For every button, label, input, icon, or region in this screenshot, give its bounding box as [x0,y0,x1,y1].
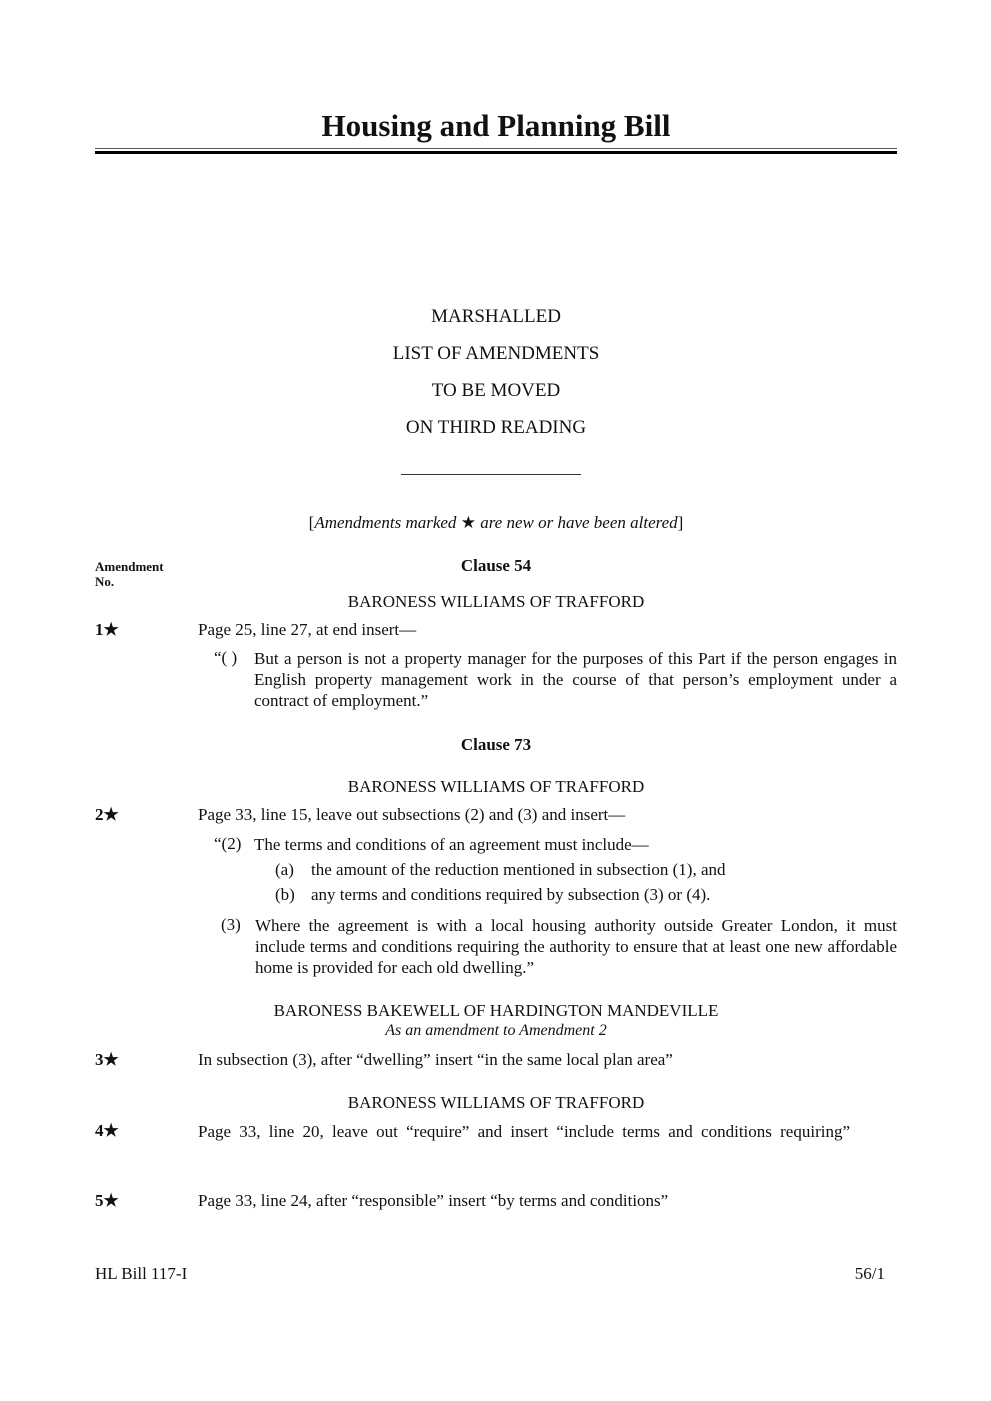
mover-note: As an amendment to Amendment 2 [385,1022,607,1039]
subsection-text: Where the agreement is with a local housing authority outside Greater London, it must include terms and conditions requiring the authority to ensure that at least one new affordable home is provided for each old dwelling.” [255,916,897,977]
subsection-text: But a person is not a property manager for the purposes of this Part if the person engages in English property management work in the course of that person’s employment under a contract of employment.” [254,649,897,710]
bracket: [ [308,513,315,532]
cover-line: MARSHALLED [431,306,561,327]
subsection-text: The terms and conditions of an agreement must include— [254,835,649,854]
paragraph [275,860,897,880]
cover-line: ON THIRD READING [405,417,587,438]
column-label-line: Amendment [95,559,164,574]
paragraph-text: any terms and conditions required by subsection (3) or (4). [311,885,711,904]
mover-name: BARONESS BAKEWELL OF HARDINGTON MANDEVILLE [273,1001,719,1020]
note-text: Amendments marked [314,513,461,532]
amendment-text: Page 33, line 20, leave out “require” and insert “include terms and conditions requiring” [198,1122,850,1141]
title-rule-thin [95,148,897,149]
paragraph-label: (b) [275,885,295,904]
note-text: are new or have been altered [475,513,678,532]
bracket: ] [677,513,684,532]
star-icon: ★ [460,513,476,532]
paragraph [275,885,897,905]
mover-name: BARONESS WILLIAMS OF TRAFFORD [347,592,645,611]
amendment-number: 2★ [95,805,119,824]
column-label-line: No. [95,574,115,589]
amendment-text: Page 33, line 15, leave out subsections (2) and (3) and insert— [198,805,626,824]
title-rule-thick [95,151,897,154]
footer-bill-number: HL Bill 117-I [95,1264,188,1283]
subsection-label: (3) [221,915,241,934]
bill-title: Housing and Planning Bill [321,108,671,143]
inserted-text [214,834,897,855]
footer-page-ref: 56/1 [854,1264,885,1283]
mover-name: BARONESS WILLIAMS OF TRAFFORD [347,1093,645,1112]
paragraph-text: the amount of the reduction mentioned in subsection (1), and [311,860,726,879]
clause-heading: Clause 73 [460,735,532,754]
inserted-text [214,648,897,711]
inserted-text [221,915,897,978]
amendment-text: Page 33, line 24, after “responsible” insert “by terms and conditions” [198,1191,669,1210]
amendment-number: 1★ [95,620,119,639]
mover-name: BARONESS WILLIAMS OF TRAFFORD [347,777,645,796]
amendment-number: 3★ [95,1050,119,1069]
cover-line: LIST OF AMENDMENTS [392,343,600,364]
subsection-label: “(2) [214,834,242,853]
amendment-number: 5★ [95,1191,119,1210]
amendment-text: In subsection (3), after “dwelling” insert “in the same local plan area” [198,1050,673,1069]
paragraph-label: (a) [275,860,294,879]
cover-line: TO BE MOVED [431,380,561,401]
amendment-number: 4★ [95,1121,119,1140]
star-note [95,513,897,533]
amendment-text: Page 25, line 27, at end insert— [198,620,417,639]
subsection-label: “( ) [214,648,238,667]
clause-heading: Clause 54 [460,556,532,575]
divider [401,474,581,475]
